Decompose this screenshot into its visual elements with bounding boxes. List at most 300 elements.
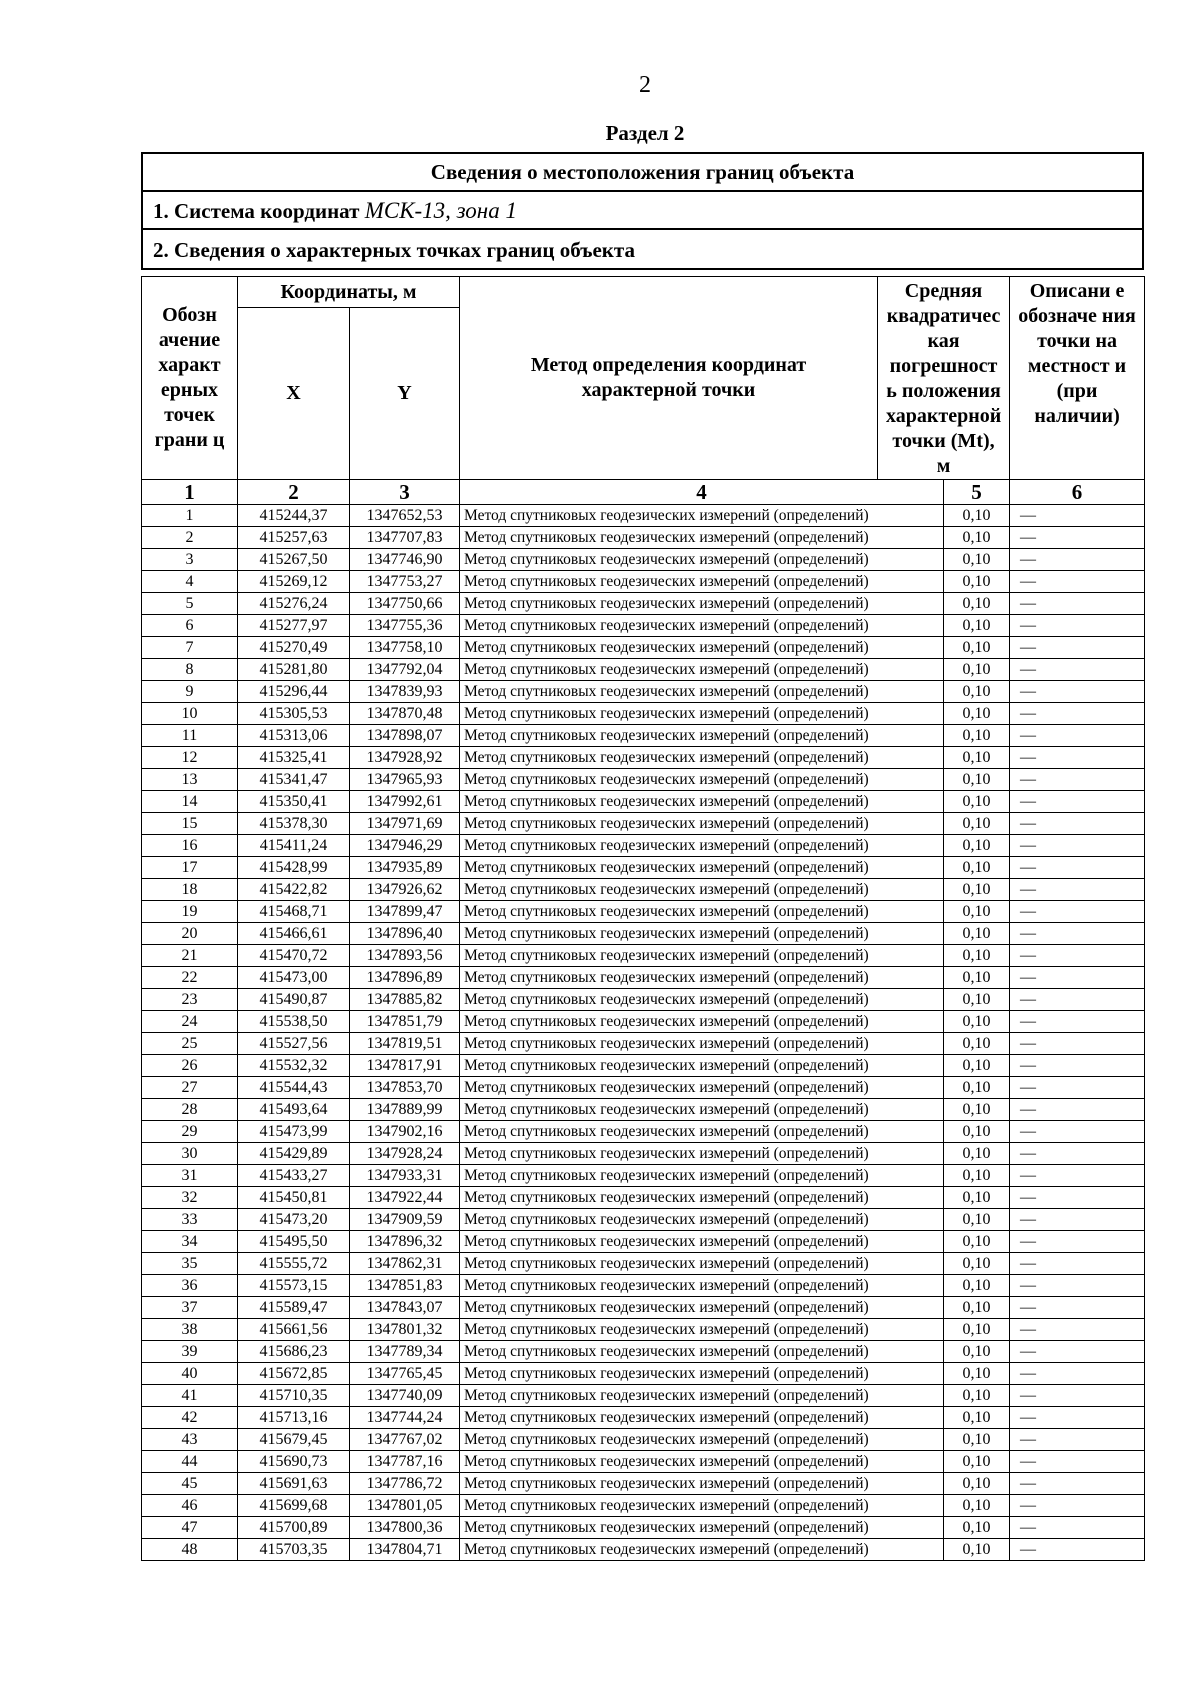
y-coordinate-cell: 1347928,92 (350, 747, 460, 769)
x-coordinate-cell: 415470,72 (238, 945, 350, 967)
method-cell: Метод спутниковых геодезических измерений (определений) (460, 1429, 944, 1451)
point-number-cell: 23 (142, 989, 238, 1011)
error-cell: 0,10 (944, 1209, 1010, 1231)
description-cell: — (1010, 703, 1145, 725)
point-number-cell: 46 (142, 1495, 238, 1517)
description-cell: — (1010, 1517, 1145, 1539)
x-coordinate-cell: 415378,30 (238, 813, 350, 835)
y-coordinate-cell: 1347652,53 (350, 505, 460, 527)
point-number-cell: 1 (142, 505, 238, 527)
x-coordinate-cell: 415527,56 (238, 1033, 350, 1055)
x-coordinate-cell: 415429,89 (238, 1143, 350, 1165)
point-number-cell: 19 (142, 901, 238, 923)
description-cell: — (1010, 1187, 1145, 1209)
table-row (142, 1319, 1145, 1341)
description-cell: — (1010, 967, 1145, 989)
error-cell: 0,10 (944, 725, 1010, 747)
col-number-3: 3 (350, 480, 460, 505)
method-cell: Метод спутниковых геодезических измерений (определений) (460, 505, 944, 527)
error-cell: 0,10 (944, 659, 1010, 681)
error-cell: 0,10 (944, 1055, 1010, 1077)
table-row (142, 1297, 1145, 1319)
error-cell: 0,10 (944, 835, 1010, 857)
y-coordinate-cell: 1347909,59 (350, 1209, 460, 1231)
error-cell: 0,10 (944, 791, 1010, 813)
table-row (142, 1231, 1145, 1253)
error-cell: 0,10 (944, 857, 1010, 879)
table-row (142, 1165, 1145, 1187)
point-number-cell: 5 (142, 593, 238, 615)
method-cell: Метод спутниковых геодезических измерений (определений) (460, 1209, 944, 1231)
y-coordinate-cell: 1347789,34 (350, 1341, 460, 1363)
page-number: 2 (639, 72, 651, 98)
table-row (142, 1055, 1145, 1077)
table-row (142, 1099, 1145, 1121)
table-row (142, 1363, 1145, 1385)
y-coordinate-cell: 1347843,07 (350, 1297, 460, 1319)
table-row (142, 527, 1145, 549)
header-x: X (238, 307, 350, 479)
x-coordinate-cell: 415450,81 (238, 1187, 350, 1209)
description-cell: — (1010, 725, 1145, 747)
description-cell: — (1010, 1055, 1145, 1077)
method-cell: Метод спутниковых геодезических измерений (определений) (460, 1385, 944, 1407)
col-number-6: 6 (1010, 480, 1145, 505)
x-coordinate-cell: 415473,00 (238, 967, 350, 989)
method-cell: Метод спутниковых геодезических измерений (определений) (460, 1143, 944, 1165)
x-coordinate-cell: 415493,64 (238, 1099, 350, 1121)
y-coordinate-cell: 1347801,05 (350, 1495, 460, 1517)
description-cell: — (1010, 549, 1145, 571)
point-number-cell: 32 (142, 1187, 238, 1209)
x-coordinate-cell: 415700,89 (238, 1517, 350, 1539)
y-coordinate-cell: 1347926,62 (350, 879, 460, 901)
table-row (142, 1341, 1145, 1363)
error-cell: 0,10 (944, 1165, 1010, 1187)
error-cell: 0,10 (944, 1473, 1010, 1495)
error-cell: 0,10 (944, 747, 1010, 769)
description-cell: — (1010, 1231, 1145, 1253)
point-number-cell: 4 (142, 571, 238, 593)
coord-system-label: 1. Система координат (153, 199, 360, 223)
error-cell: 0,10 (944, 637, 1010, 659)
table-row (142, 725, 1145, 747)
point-number-cell: 17 (142, 857, 238, 879)
x-coordinate-cell: 415679,45 (238, 1429, 350, 1451)
error-cell: 0,10 (944, 879, 1010, 901)
y-coordinate-cell: 1347839,93 (350, 681, 460, 703)
x-coordinate-cell: 415532,32 (238, 1055, 350, 1077)
method-cell: Метод спутниковых геодезических измерений (определений) (460, 1539, 944, 1561)
point-number-cell: 29 (142, 1121, 238, 1143)
point-number-cell: 8 (142, 659, 238, 681)
table-row (142, 1473, 1145, 1495)
error-cell: 0,10 (944, 1253, 1010, 1275)
x-coordinate-cell: 415466,61 (238, 923, 350, 945)
method-cell: Метод спутниковых геодезических измерений (определений) (460, 571, 944, 593)
header-method: Метод определения координат характерной точки (460, 277, 878, 480)
x-coordinate-cell: 415686,23 (238, 1341, 350, 1363)
x-coordinate-cell: 415422,82 (238, 879, 350, 901)
point-number-cell: 36 (142, 1275, 238, 1297)
method-cell: Метод спутниковых геодезических измерений (определений) (460, 1341, 944, 1363)
y-coordinate-cell: 1347755,36 (350, 615, 460, 637)
x-coordinate-cell: 415433,27 (238, 1165, 350, 1187)
description-cell: — (1010, 989, 1145, 1011)
method-cell: Метод спутниковых геодезических измерений (определений) (460, 1099, 944, 1121)
method-cell: Метод спутниковых геодезических измерений (определений) (460, 1517, 944, 1539)
table-row (142, 593, 1145, 615)
description-cell: — (1010, 901, 1145, 923)
coordinate-system-row (143, 192, 1142, 230)
col-number-1: 1 (142, 480, 238, 505)
x-coordinate-cell: 415589,47 (238, 1297, 350, 1319)
method-cell: Метод спутниковых геодезических измерений (определений) (460, 923, 944, 945)
table-row (142, 1187, 1145, 1209)
description-cell: — (1010, 1539, 1145, 1561)
description-cell: — (1010, 615, 1145, 637)
method-cell: Метод спутниковых геодезических измерений (определений) (460, 1231, 944, 1253)
method-cell: Метод спутниковых геодезических измерений (определений) (460, 1473, 944, 1495)
y-coordinate-cell: 1347787,16 (350, 1451, 460, 1473)
table-row (142, 769, 1145, 791)
method-cell: Метод спутниковых геодезических измерений (определений) (460, 901, 944, 923)
error-cell: 0,10 (944, 1363, 1010, 1385)
point-number-cell: 22 (142, 967, 238, 989)
point-number-cell: 25 (142, 1033, 238, 1055)
method-cell: Метод спутниковых геодезических измерений (определений) (460, 857, 944, 879)
description-cell: — (1010, 527, 1145, 549)
error-cell: 0,10 (944, 571, 1010, 593)
error-cell: 0,10 (944, 681, 1010, 703)
point-number-cell: 18 (142, 879, 238, 901)
table-row (142, 1143, 1145, 1165)
table-row (142, 1253, 1145, 1275)
table-row (142, 945, 1145, 967)
x-coordinate-cell: 415691,63 (238, 1473, 350, 1495)
error-cell: 0,10 (944, 1099, 1010, 1121)
point-number-cell: 42 (142, 1407, 238, 1429)
point-number-cell: 16 (142, 835, 238, 857)
point-number-cell: 24 (142, 1011, 238, 1033)
y-coordinate-cell: 1347786,72 (350, 1473, 460, 1495)
table-row (142, 989, 1145, 1011)
x-coordinate-cell: 415661,56 (238, 1319, 350, 1341)
description-cell: — (1010, 879, 1145, 901)
description-cell: — (1010, 1033, 1145, 1055)
header-y: Y (350, 307, 460, 479)
y-coordinate-cell: 1347935,89 (350, 857, 460, 879)
description-cell: — (1010, 1407, 1145, 1429)
point-number-cell: 7 (142, 637, 238, 659)
error-cell: 0,10 (944, 1407, 1010, 1429)
x-coordinate-cell: 415555,72 (238, 1253, 350, 1275)
error-cell: 0,10 (944, 989, 1010, 1011)
point-number-cell: 43 (142, 1429, 238, 1451)
method-cell: Метод спутниковых геодезических измерений (определений) (460, 593, 944, 615)
y-coordinate-cell: 1347851,83 (350, 1275, 460, 1297)
table-row (142, 1495, 1145, 1517)
coord-system-value: МСК-13, зона 1 (364, 198, 517, 223)
x-coordinate-cell: 415713,16 (238, 1407, 350, 1429)
description-cell: — (1010, 1341, 1145, 1363)
method-cell: Метод спутниковых геодезических измерений (определений) (460, 879, 944, 901)
error-cell: 0,10 (944, 923, 1010, 945)
y-coordinate-cell: 1347804,71 (350, 1539, 460, 1561)
table-row (142, 1121, 1145, 1143)
y-coordinate-cell: 1347902,16 (350, 1121, 460, 1143)
description-cell: — (1010, 1121, 1145, 1143)
x-coordinate-cell: 415244,37 (238, 505, 350, 527)
table-row (142, 549, 1145, 571)
description-cell: — (1010, 637, 1145, 659)
method-cell: Метод спутниковых геодезических измерений (определений) (460, 615, 944, 637)
error-cell: 0,10 (944, 593, 1010, 615)
table-row (142, 1011, 1145, 1033)
error-cell: 0,10 (944, 1231, 1010, 1253)
point-number-cell: 31 (142, 1165, 238, 1187)
table-row (142, 1407, 1145, 1429)
table-row (142, 1451, 1145, 1473)
table-row (142, 1077, 1145, 1099)
x-coordinate-cell: 415490,87 (238, 989, 350, 1011)
table-row (142, 659, 1145, 681)
y-coordinate-cell: 1347992,61 (350, 791, 460, 813)
y-coordinate-cell: 1347800,36 (350, 1517, 460, 1539)
y-coordinate-cell: 1347744,24 (350, 1407, 460, 1429)
table-row (142, 571, 1145, 593)
y-coordinate-cell: 1347792,04 (350, 659, 460, 681)
y-coordinate-cell: 1347746,90 (350, 549, 460, 571)
x-coordinate-cell: 415350,41 (238, 791, 350, 813)
x-coordinate-cell: 415313,06 (238, 725, 350, 747)
description-cell: — (1010, 923, 1145, 945)
x-coordinate-cell: 415267,50 (238, 549, 350, 571)
object-info-frame (141, 152, 1144, 270)
description-cell: — (1010, 571, 1145, 593)
point-number-cell: 15 (142, 813, 238, 835)
point-number-cell: 48 (142, 1539, 238, 1561)
point-number-cell: 21 (142, 945, 238, 967)
x-coordinate-cell: 415495,50 (238, 1231, 350, 1253)
table-row (142, 505, 1145, 527)
error-cell: 0,10 (944, 1495, 1010, 1517)
header-designation: Обозн ачение характ ерных точек грани ц (142, 277, 238, 480)
point-number-cell: 41 (142, 1385, 238, 1407)
description-cell: — (1010, 769, 1145, 791)
method-cell: Метод спутниковых геодезических измерений (определений) (460, 659, 944, 681)
y-coordinate-cell: 1347893,56 (350, 945, 460, 967)
error-cell: 0,10 (944, 1429, 1010, 1451)
y-coordinate-cell: 1347819,51 (350, 1033, 460, 1055)
method-cell: Метод спутниковых геодезических измерений (определений) (460, 989, 944, 1011)
point-number-cell: 40 (142, 1363, 238, 1385)
x-coordinate-cell: 415411,24 (238, 835, 350, 857)
x-coordinate-cell: 415276,24 (238, 593, 350, 615)
x-coordinate-cell: 415296,44 (238, 681, 350, 703)
method-cell: Метод спутниковых геодезических измерений (определений) (460, 747, 944, 769)
method-cell: Метод спутниковых геодезических измерений (определений) (460, 1363, 944, 1385)
table-row (142, 1275, 1145, 1297)
error-cell: 0,10 (944, 1539, 1010, 1561)
point-number-cell: 30 (142, 1143, 238, 1165)
x-coordinate-cell: 415305,53 (238, 703, 350, 725)
point-number-cell: 45 (142, 1473, 238, 1495)
y-coordinate-cell: 1347817,91 (350, 1055, 460, 1077)
x-coordinate-cell: 415538,50 (238, 1011, 350, 1033)
error-cell: 0,10 (944, 1297, 1010, 1319)
table-row (142, 901, 1145, 923)
description-cell: — (1010, 1363, 1145, 1385)
y-coordinate-cell: 1347851,79 (350, 1011, 460, 1033)
point-number-cell: 28 (142, 1099, 238, 1121)
point-number-cell: 27 (142, 1077, 238, 1099)
method-cell: Метод спутниковых геодезических измерений (определений) (460, 1495, 944, 1517)
table-row (142, 703, 1145, 725)
description-cell: — (1010, 1099, 1145, 1121)
table-row (142, 637, 1145, 659)
method-cell: Метод спутниковых геодезических измерений (определений) (460, 769, 944, 791)
header-coords: Координаты, м (238, 277, 460, 308)
description-cell: — (1010, 1297, 1145, 1319)
method-cell: Метод спутниковых геодезических измерений (определений) (460, 1121, 944, 1143)
y-coordinate-cell: 1347885,82 (350, 989, 460, 1011)
description-cell: — (1010, 747, 1145, 769)
point-number-cell: 12 (142, 747, 238, 769)
method-cell: Метод спутниковых геодезических измерений (определений) (460, 1451, 944, 1473)
error-cell: 0,10 (944, 1033, 1010, 1055)
table-row (142, 967, 1145, 989)
table-row (142, 1385, 1145, 1407)
error-cell: 0,10 (944, 1275, 1010, 1297)
method-cell: Метод спутниковых геодезических измерений (определений) (460, 637, 944, 659)
point-number-cell: 39 (142, 1341, 238, 1363)
y-coordinate-cell: 1347899,47 (350, 901, 460, 923)
method-cell: Метод спутниковых геодезических измерений (определений) (460, 1033, 944, 1055)
col-number-5: 5 (944, 480, 1010, 505)
point-number-cell: 37 (142, 1297, 238, 1319)
method-cell: Метод спутниковых геодезических измерений (определений) (460, 1253, 944, 1275)
point-number-cell: 33 (142, 1209, 238, 1231)
table-row (142, 1429, 1145, 1451)
y-coordinate-cell: 1347765,45 (350, 1363, 460, 1385)
table-row (142, 835, 1145, 857)
header-error: Средняя квадратичес кая погрешност ь положения характерной точки (Mt), м (878, 277, 1010, 480)
description-cell: — (1010, 1451, 1145, 1473)
boundary-points-table (141, 276, 1145, 1561)
point-number-cell: 11 (142, 725, 238, 747)
y-coordinate-cell: 1347862,31 (350, 1253, 460, 1275)
y-coordinate-cell: 1347801,32 (350, 1319, 460, 1341)
method-cell: Метод спутниковых геодезических измерений (определений) (460, 1055, 944, 1077)
description-cell: — (1010, 1077, 1145, 1099)
error-cell: 0,10 (944, 1187, 1010, 1209)
error-cell: 0,10 (944, 1077, 1010, 1099)
x-coordinate-cell: 415341,47 (238, 769, 350, 791)
x-coordinate-cell: 415473,20 (238, 1209, 350, 1231)
point-number-cell: 3 (142, 549, 238, 571)
error-cell: 0,10 (944, 769, 1010, 791)
table-row (142, 923, 1145, 945)
y-coordinate-cell: 1347971,69 (350, 813, 460, 835)
description-cell: — (1010, 1275, 1145, 1297)
table-row (142, 813, 1145, 835)
description-cell: — (1010, 1209, 1145, 1231)
x-coordinate-cell: 415270,49 (238, 637, 350, 659)
description-cell: — (1010, 505, 1145, 527)
point-number-cell: 14 (142, 791, 238, 813)
point-number-cell: 9 (142, 681, 238, 703)
x-coordinate-cell: 415690,73 (238, 1451, 350, 1473)
y-coordinate-cell: 1347707,83 (350, 527, 460, 549)
y-coordinate-cell: 1347896,32 (350, 1231, 460, 1253)
point-number-cell: 6 (142, 615, 238, 637)
method-cell: Метод спутниковых геодезических измерений (определений) (460, 945, 944, 967)
y-coordinate-cell: 1347965,93 (350, 769, 460, 791)
method-cell: Метод спутниковых геодезических измерений (определений) (460, 1165, 944, 1187)
description-cell: — (1010, 1011, 1145, 1033)
method-cell: Метод спутниковых геодезических измерений (определений) (460, 1011, 944, 1033)
header-description: Описани е обозначе ния точки на местност и (при наличии) (1010, 277, 1145, 480)
error-cell: 0,10 (944, 967, 1010, 989)
y-coordinate-cell: 1347767,02 (350, 1429, 460, 1451)
method-cell: Метод спутниковых геодезических измерений (определений) (460, 967, 944, 989)
error-cell: 0,10 (944, 901, 1010, 923)
y-coordinate-cell: 1347889,99 (350, 1099, 460, 1121)
error-cell: 0,10 (944, 1517, 1010, 1539)
point-number-cell: 44 (142, 1451, 238, 1473)
table-row (142, 615, 1145, 637)
table-row (142, 1033, 1145, 1055)
point-number-cell: 34 (142, 1231, 238, 1253)
y-coordinate-cell: 1347853,70 (350, 1077, 460, 1099)
method-cell: Метод спутниковых геодезических измерений (определений) (460, 1077, 944, 1099)
description-cell: — (1010, 1253, 1145, 1275)
description-cell: — (1010, 857, 1145, 879)
error-cell: 0,10 (944, 527, 1010, 549)
y-coordinate-cell: 1347946,29 (350, 835, 460, 857)
point-number-cell: 2 (142, 527, 238, 549)
x-coordinate-cell: 415257,63 (238, 527, 350, 549)
x-coordinate-cell: 415573,15 (238, 1275, 350, 1297)
error-cell: 0,10 (944, 549, 1010, 571)
description-cell: — (1010, 1165, 1145, 1187)
y-coordinate-cell: 1347896,89 (350, 967, 460, 989)
error-cell: 0,10 (944, 703, 1010, 725)
x-coordinate-cell: 415281,80 (238, 659, 350, 681)
table-row (142, 791, 1145, 813)
y-coordinate-cell: 1347758,10 (350, 637, 460, 659)
method-cell: Метод спутниковых геодезических измерений (определений) (460, 703, 944, 725)
x-coordinate-cell: 415699,68 (238, 1495, 350, 1517)
table-row (142, 681, 1145, 703)
error-cell: 0,10 (944, 615, 1010, 637)
point-number-cell: 20 (142, 923, 238, 945)
method-cell: Метод спутниковых геодезических измерений (определений) (460, 1297, 944, 1319)
x-coordinate-cell: 415672,85 (238, 1363, 350, 1385)
table-row (142, 857, 1145, 879)
error-cell: 0,10 (944, 1143, 1010, 1165)
y-coordinate-cell: 1347870,48 (350, 703, 460, 725)
x-coordinate-cell: 415468,71 (238, 901, 350, 923)
y-coordinate-cell: 1347750,66 (350, 593, 460, 615)
table-row (142, 1539, 1145, 1561)
table-row (142, 879, 1145, 901)
x-coordinate-cell: 415428,99 (238, 857, 350, 879)
table-row (142, 1209, 1145, 1231)
method-cell: Метод спутниковых геодезических измерений (определений) (460, 813, 944, 835)
error-cell: 0,10 (944, 1011, 1010, 1033)
